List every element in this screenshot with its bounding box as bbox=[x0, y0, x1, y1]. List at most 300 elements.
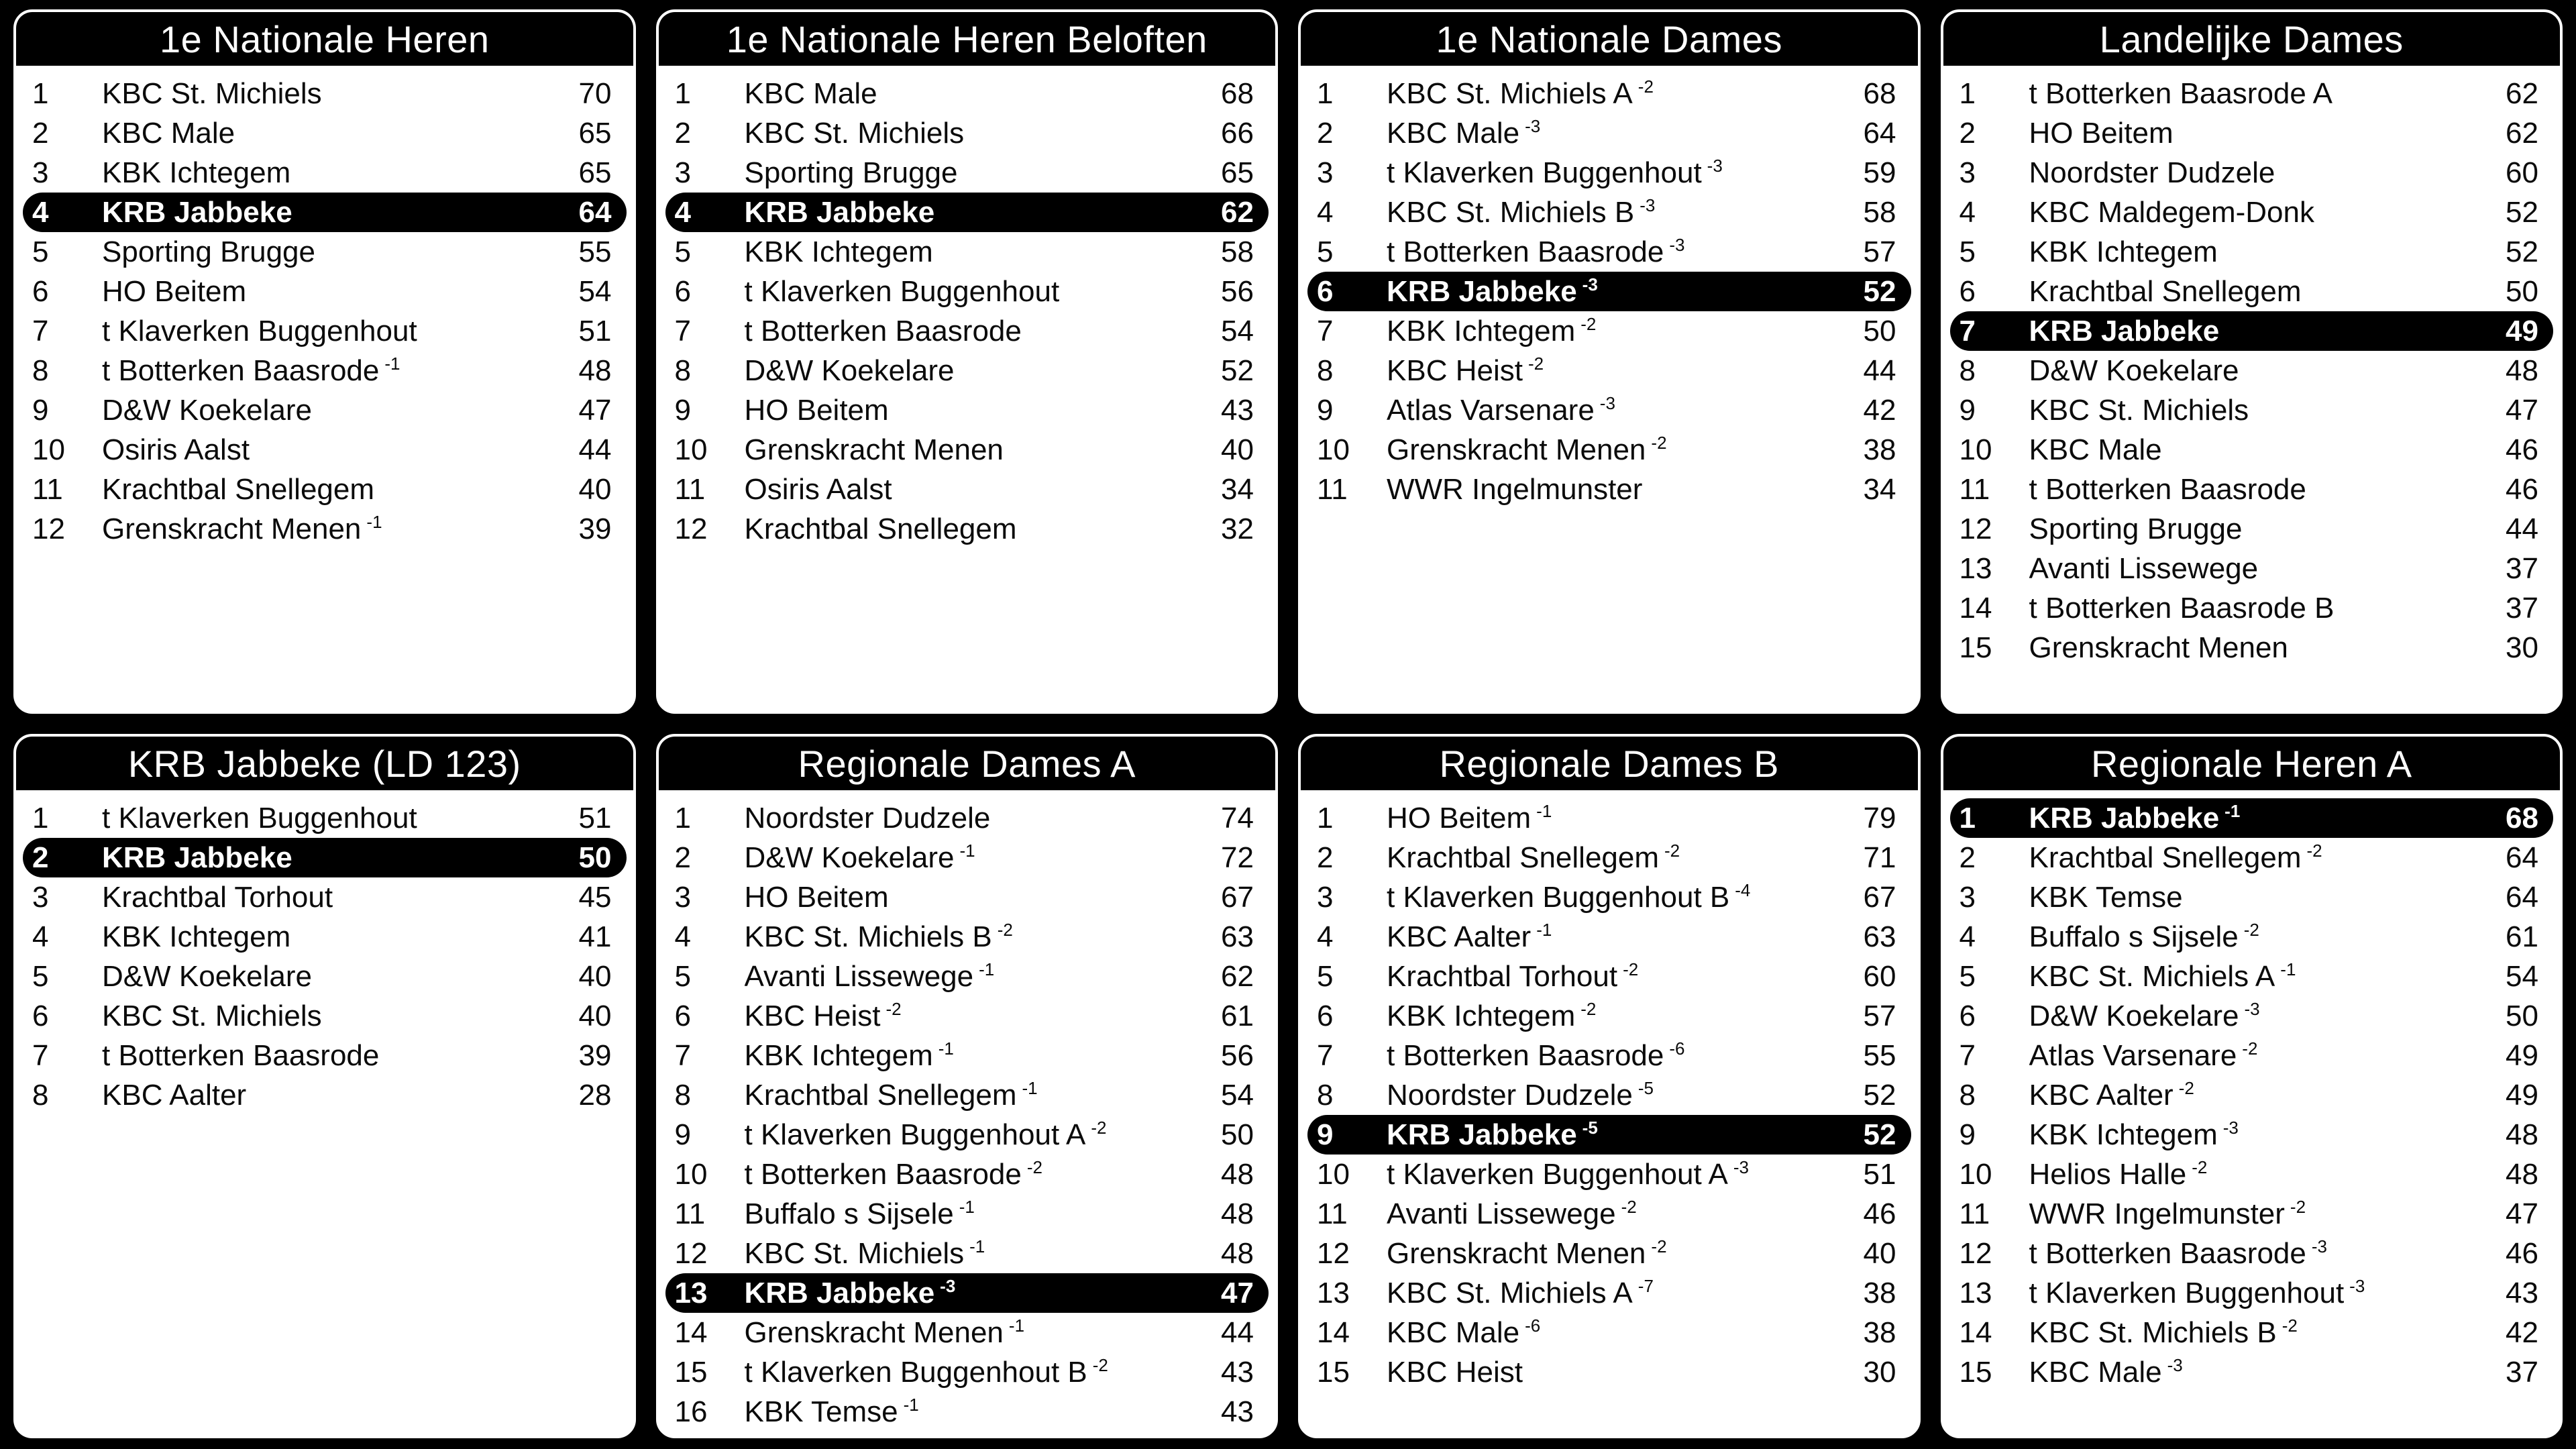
points-cell: 38 bbox=[1863, 1276, 1896, 1309]
team-cell bbox=[745, 960, 1206, 994]
table-row bbox=[665, 1036, 1269, 1075]
team-name: D&W Koekelare bbox=[2029, 354, 2239, 387]
rank-cell: 6 bbox=[32, 999, 49, 1032]
table-row bbox=[665, 1075, 1269, 1115]
rank-cell: 6 bbox=[32, 274, 49, 308]
table-row bbox=[1307, 1234, 1911, 1273]
points-cell: 44 bbox=[1221, 1316, 1254, 1349]
table-row bbox=[1307, 917, 1911, 957]
team-cell bbox=[102, 1039, 564, 1073]
points-cell: 38 bbox=[1863, 433, 1896, 466]
handicap-superscript: -1 bbox=[1008, 1316, 1025, 1336]
table-row bbox=[1307, 430, 1911, 470]
team-cell bbox=[2029, 235, 2491, 269]
points-cell: 62 bbox=[2506, 116, 2538, 150]
standings-card bbox=[656, 9, 1279, 714]
team-cell bbox=[1387, 920, 1848, 954]
standings-card bbox=[13, 734, 636, 1438]
handicap-superscript: -1 bbox=[1022, 1078, 1038, 1098]
points-cell: 59 bbox=[1863, 156, 1896, 189]
rank-cell: 13 bbox=[1959, 1276, 1992, 1309]
team-cell bbox=[2029, 592, 2491, 625]
points-cell: 47 bbox=[578, 393, 612, 427]
points-cell: 47 bbox=[1221, 1276, 1254, 1309]
table-row bbox=[1307, 272, 1911, 311]
standings-card bbox=[1298, 734, 1921, 1438]
table-row bbox=[1307, 193, 1911, 232]
team-cell bbox=[1387, 1316, 1848, 1350]
team-cell bbox=[1387, 1237, 1848, 1271]
rank-cell: 11 bbox=[1959, 472, 1990, 506]
table-row bbox=[1950, 272, 2554, 311]
standings-card bbox=[1941, 734, 2563, 1438]
handicap-superscript: -3 bbox=[2222, 1118, 2239, 1138]
rank-cell: 7 bbox=[1317, 1038, 1334, 1072]
rank-cell: 1 bbox=[1959, 76, 1976, 110]
table-row bbox=[23, 917, 627, 957]
team-name: KBC St. Michiels A bbox=[2029, 959, 2275, 993]
points-cell: 47 bbox=[2506, 393, 2538, 427]
team-name: HO Beitem bbox=[102, 274, 247, 308]
points-cell: 63 bbox=[1221, 920, 1254, 953]
team-name: KBC St. Michiels bbox=[2029, 393, 2249, 427]
handicap-superscript: -1 bbox=[969, 1236, 985, 1256]
handicap-superscript: -2 bbox=[1664, 841, 1680, 861]
team-name: t Klaverken Buggenhout bbox=[744, 274, 1060, 308]
team-cell bbox=[745, 881, 1206, 914]
team-name: Sporting Brugge bbox=[744, 156, 958, 189]
rank-cell: 13 bbox=[1317, 1276, 1350, 1309]
table-row bbox=[1307, 1115, 1911, 1155]
team-cell bbox=[1387, 1039, 1848, 1073]
rank-cell: 1 bbox=[1317, 76, 1334, 110]
team-name: KBC St. Michiels A bbox=[1387, 1276, 1633, 1309]
points-cell: 65 bbox=[578, 116, 612, 150]
points-cell: 50 bbox=[578, 841, 612, 874]
team-name: t Klaverken Buggenhout B bbox=[1387, 880, 1730, 914]
handicap-superscript: -1 bbox=[938, 1038, 954, 1059]
rank-cell: 6 bbox=[674, 274, 691, 308]
points-cell: 52 bbox=[1863, 1118, 1896, 1151]
team-name: t Botterken Baasrode bbox=[1387, 1038, 1664, 1072]
team-cell bbox=[2029, 1277, 2491, 1310]
rank-cell: 11 bbox=[1959, 1197, 1990, 1230]
table-row bbox=[665, 351, 1269, 390]
team-name: Grenskracht Menen bbox=[2029, 631, 2288, 664]
team-name: KBK Ichtegem bbox=[102, 920, 291, 953]
table-row bbox=[1307, 390, 1911, 430]
team-cell bbox=[745, 802, 1206, 835]
rank-cell: 5 bbox=[32, 235, 49, 268]
rank-cell: 7 bbox=[1959, 1038, 1976, 1072]
team-name: HO Beitem bbox=[744, 393, 889, 427]
team-name: KRB Jabbeke bbox=[1387, 274, 1577, 308]
handicap-superscript: -1 bbox=[903, 1395, 919, 1415]
team-cell bbox=[745, 841, 1206, 875]
handicap-superscript: -3 bbox=[2349, 1276, 2365, 1296]
table-row bbox=[1307, 74, 1911, 113]
table-row bbox=[23, 509, 627, 549]
table-row bbox=[23, 798, 627, 838]
points-cell: 64 bbox=[578, 195, 612, 229]
points-cell: 51 bbox=[578, 801, 612, 835]
table-row bbox=[1950, 1352, 2554, 1392]
rank-cell: 15 bbox=[1959, 631, 1992, 664]
points-cell: 58 bbox=[1221, 235, 1254, 268]
points-cell: 55 bbox=[1863, 1038, 1896, 1072]
handicap-superscript: -2 bbox=[1651, 1236, 1667, 1256]
table-row bbox=[23, 113, 627, 153]
handicap-superscript: -4 bbox=[1735, 880, 1751, 900]
table-row bbox=[665, 232, 1269, 272]
handicap-superscript: -5 bbox=[1582, 1118, 1598, 1138]
table-row bbox=[665, 153, 1269, 193]
team-name: t Klaverken Buggenhout bbox=[102, 801, 417, 835]
points-cell: 43 bbox=[2506, 1276, 2538, 1309]
handicap-superscript: -3 bbox=[1669, 235, 1685, 255]
table-body bbox=[659, 66, 1276, 711]
table-row bbox=[665, 877, 1269, 917]
points-cell: 79 bbox=[1863, 801, 1896, 835]
rank-cell: 4 bbox=[1317, 195, 1334, 229]
team-name: KRB Jabbeke bbox=[2029, 801, 2220, 835]
points-cell: 40 bbox=[578, 999, 612, 1032]
rank-cell: 5 bbox=[32, 959, 49, 993]
points-cell: 52 bbox=[1221, 354, 1254, 387]
team-name: Krachtbal Snellegem bbox=[744, 1078, 1017, 1112]
team-cell bbox=[2029, 117, 2491, 150]
table-row bbox=[1307, 311, 1911, 351]
points-cell: 48 bbox=[1221, 1157, 1254, 1191]
team-cell bbox=[102, 196, 564, 229]
table-row bbox=[1950, 1075, 2554, 1115]
points-cell: 49 bbox=[2506, 1038, 2538, 1072]
team-name: KBC Aalter bbox=[102, 1078, 247, 1112]
points-cell: 34 bbox=[1221, 472, 1254, 506]
team-cell bbox=[2029, 1118, 2491, 1152]
rank-cell: 6 bbox=[1959, 274, 1976, 308]
rank-cell: 8 bbox=[1317, 1078, 1334, 1112]
table-row bbox=[1307, 470, 1911, 509]
table-row bbox=[1950, 1194, 2554, 1234]
points-cell: 64 bbox=[2506, 880, 2538, 914]
table-row bbox=[23, 153, 627, 193]
team-name: KBK Ichtegem bbox=[1387, 314, 1576, 347]
team-cell bbox=[745, 1237, 1206, 1271]
table-row bbox=[23, 232, 627, 272]
table-row bbox=[23, 1036, 627, 1075]
rank-cell: 9 bbox=[1317, 393, 1334, 427]
points-cell: 67 bbox=[1221, 880, 1254, 914]
team-name: Atlas Varsenare bbox=[1387, 393, 1595, 427]
handicap-superscript: -7 bbox=[1638, 1276, 1654, 1296]
team-cell bbox=[102, 1079, 564, 1112]
points-cell: 48 bbox=[578, 354, 612, 387]
table-row bbox=[1950, 996, 2554, 1036]
team-name: KBC St. Michiels B bbox=[2029, 1316, 2277, 1349]
team-cell bbox=[1387, 802, 1848, 835]
team-name: Krachtbal Snellegem bbox=[1387, 841, 1660, 874]
team-name: Avanti Lissewege bbox=[2029, 551, 2259, 585]
table-row bbox=[1307, 153, 1911, 193]
team-cell bbox=[745, 513, 1206, 546]
handicap-superscript: -5 bbox=[1638, 1078, 1654, 1098]
team-name: Noordster Dudzele bbox=[2029, 156, 2275, 189]
rank-cell: 2 bbox=[674, 116, 691, 150]
rank-cell: 3 bbox=[1317, 880, 1334, 914]
rank-cell: 1 bbox=[1959, 801, 1976, 835]
table-body bbox=[1943, 66, 2561, 711]
rank-cell: 3 bbox=[32, 880, 49, 914]
points-cell: 38 bbox=[1863, 1316, 1896, 1349]
table-row bbox=[665, 430, 1269, 470]
team-name: Avanti Lissewege bbox=[744, 959, 974, 993]
team-cell bbox=[2029, 433, 2491, 467]
points-cell: 40 bbox=[1221, 433, 1254, 466]
points-cell: 40 bbox=[578, 472, 612, 506]
rank-cell: 1 bbox=[32, 76, 49, 110]
team-cell bbox=[1387, 275, 1848, 309]
team-cell bbox=[102, 315, 564, 348]
rank-cell: 5 bbox=[674, 235, 691, 268]
team-name: t Botterken Baasrode bbox=[102, 354, 380, 387]
team-cell bbox=[2029, 394, 2491, 427]
table-row bbox=[1950, 798, 2554, 838]
handicap-superscript: -2 bbox=[997, 920, 1013, 940]
team-cell bbox=[2029, 473, 2491, 506]
team-name: KRB Jabbeke bbox=[102, 841, 292, 874]
table-row bbox=[665, 470, 1269, 509]
team-cell bbox=[2029, 920, 2491, 954]
points-cell: 51 bbox=[578, 314, 612, 347]
team-name: Noordster Dudzele bbox=[1387, 1078, 1633, 1112]
rank-cell: 8 bbox=[32, 354, 49, 387]
table-row bbox=[1950, 390, 2554, 430]
team-name: KBC St. Michiels B bbox=[1387, 195, 1635, 229]
points-cell: 64 bbox=[2506, 841, 2538, 874]
team-name: KRB Jabbeke bbox=[744, 195, 935, 229]
team-name: t Klaverken Buggenhout bbox=[1387, 156, 1702, 189]
handicap-superscript: -1 bbox=[366, 512, 382, 532]
rank-cell: 9 bbox=[674, 393, 691, 427]
handicap-superscript: -1 bbox=[2224, 801, 2241, 821]
table-row bbox=[23, 996, 627, 1036]
rank-cell: 14 bbox=[1317, 1316, 1350, 1349]
handicap-superscript: -3 bbox=[2167, 1355, 2183, 1375]
points-cell: 45 bbox=[578, 880, 612, 914]
points-cell: 40 bbox=[1863, 1236, 1896, 1270]
team-cell bbox=[102, 117, 564, 150]
table-row bbox=[1950, 430, 2554, 470]
team-cell bbox=[2029, 315, 2491, 348]
handicap-superscript: -2 bbox=[885, 999, 902, 1019]
rank-cell: 7 bbox=[674, 314, 691, 347]
team-name: Grenskracht Menen bbox=[744, 433, 1004, 466]
table-row bbox=[23, 470, 627, 509]
team-name: KBK Ichtegem bbox=[2029, 1118, 2218, 1151]
points-cell: 74 bbox=[1221, 801, 1254, 835]
team-name: KBC St. Michiels B bbox=[744, 920, 992, 953]
team-cell bbox=[2029, 1000, 2491, 1033]
points-cell: 41 bbox=[578, 920, 612, 953]
team-name: D&W Koekelare bbox=[102, 393, 313, 427]
team-cell bbox=[102, 275, 564, 309]
rank-cell: 6 bbox=[1317, 999, 1334, 1032]
points-cell: 62 bbox=[2506, 76, 2538, 110]
team-name: t Klaverken Buggenhout bbox=[102, 314, 417, 347]
rank-cell: 13 bbox=[1959, 551, 1992, 585]
team-name: KRB Jabbeke bbox=[744, 1276, 935, 1309]
team-name: Sporting Brugge bbox=[2029, 512, 2243, 545]
rank-cell: 3 bbox=[674, 880, 691, 914]
team-name: HO Beitem bbox=[744, 880, 889, 914]
team-cell bbox=[745, 315, 1206, 348]
table-row bbox=[23, 877, 627, 917]
table-row bbox=[665, 1273, 1269, 1313]
rank-cell: 14 bbox=[1959, 1316, 1992, 1349]
rank-cell: 4 bbox=[32, 920, 49, 953]
handicap-superscript: -2 bbox=[1621, 1197, 1637, 1217]
handicap-superscript: -1 bbox=[959, 1197, 975, 1217]
team-cell bbox=[745, 1000, 1206, 1033]
table-row bbox=[1950, 113, 2554, 153]
points-cell: 48 bbox=[2506, 1157, 2538, 1191]
rank-cell: 12 bbox=[1317, 1236, 1350, 1270]
rank-cell: 12 bbox=[1959, 1236, 1992, 1270]
rank-cell: 8 bbox=[674, 1078, 691, 1112]
points-cell: 49 bbox=[2506, 314, 2538, 347]
standings-card bbox=[13, 9, 636, 714]
table-row bbox=[1950, 957, 2554, 996]
team-name: KBC Male bbox=[102, 116, 235, 150]
team-cell bbox=[1387, 1197, 1848, 1231]
table-row bbox=[665, 1392, 1269, 1432]
team-cell bbox=[1387, 117, 1848, 150]
rank-cell: 12 bbox=[674, 512, 708, 545]
team-name: D&W Koekelare bbox=[2029, 999, 2239, 1032]
team-cell bbox=[1387, 77, 1848, 111]
points-cell: 55 bbox=[578, 235, 612, 268]
team-name: t Botterken Baasrode bbox=[2029, 472, 2306, 506]
team-cell bbox=[102, 77, 564, 111]
rank-cell: 5 bbox=[1959, 235, 1976, 268]
rank-cell: 1 bbox=[674, 801, 691, 835]
points-cell: 68 bbox=[1221, 76, 1254, 110]
table-title: Landelijke Dames bbox=[1943, 12, 2561, 66]
table-row bbox=[23, 193, 627, 232]
points-cell: 61 bbox=[1221, 999, 1254, 1032]
rank-cell: 5 bbox=[1959, 959, 1976, 993]
handicap-superscript: -2 bbox=[1580, 999, 1597, 1019]
team-name: D&W Koekelare bbox=[102, 959, 313, 993]
rank-cell: 9 bbox=[674, 1118, 691, 1151]
points-cell: 48 bbox=[1221, 1197, 1254, 1230]
table-row bbox=[665, 390, 1269, 430]
team-name: HO Beitem bbox=[1387, 801, 1532, 835]
table-row bbox=[1307, 877, 1911, 917]
team-cell bbox=[1387, 394, 1848, 427]
points-cell: 47 bbox=[2506, 1197, 2538, 1230]
team-cell bbox=[745, 235, 1206, 269]
points-cell: 39 bbox=[578, 1038, 612, 1072]
points-cell: 34 bbox=[1863, 472, 1896, 506]
rank-cell: 12 bbox=[32, 512, 65, 545]
rank-cell: 10 bbox=[1959, 1157, 1992, 1191]
rank-cell: 2 bbox=[1317, 841, 1334, 874]
handicap-superscript: -1 bbox=[1536, 801, 1552, 821]
team-cell bbox=[1387, 881, 1848, 914]
table-row bbox=[23, 430, 627, 470]
rank-cell: 15 bbox=[1959, 1355, 1992, 1389]
team-name: Noordster Dudzele bbox=[744, 801, 991, 835]
rank-cell: 9 bbox=[1959, 1118, 1976, 1151]
team-cell bbox=[102, 354, 564, 388]
team-cell bbox=[1387, 235, 1848, 269]
points-cell: 61 bbox=[2506, 920, 2538, 953]
rank-cell: 1 bbox=[32, 801, 49, 835]
table-title: KRB Jabbeke (LD 123) bbox=[16, 737, 633, 790]
points-cell: 67 bbox=[1863, 880, 1896, 914]
points-cell: 54 bbox=[2506, 959, 2538, 993]
rank-cell: 10 bbox=[674, 433, 708, 466]
team-cell bbox=[745, 1197, 1206, 1231]
points-cell: 52 bbox=[2506, 235, 2538, 268]
rank-cell: 8 bbox=[1959, 1078, 1976, 1112]
points-cell: 28 bbox=[578, 1078, 612, 1112]
team-cell bbox=[2029, 1316, 2491, 1350]
rank-cell: 4 bbox=[1959, 920, 1976, 953]
rank-cell: 11 bbox=[1317, 472, 1348, 506]
table-row bbox=[665, 509, 1269, 549]
team-name: KBC Male bbox=[744, 76, 877, 110]
team-cell bbox=[1387, 841, 1848, 875]
table-row bbox=[23, 351, 627, 390]
table-row bbox=[1307, 957, 1911, 996]
table-row bbox=[1307, 1313, 1911, 1352]
table-row bbox=[23, 272, 627, 311]
team-name: D&W Koekelare bbox=[744, 354, 955, 387]
points-cell: 43 bbox=[1221, 1395, 1254, 1428]
handicap-superscript: -3 bbox=[2311, 1236, 2327, 1256]
points-cell: 44 bbox=[2506, 512, 2538, 545]
rank-cell: 11 bbox=[674, 472, 706, 506]
handicap-superscript: -1 bbox=[959, 841, 975, 861]
handicap-superscript: -2 bbox=[1651, 433, 1667, 453]
handicap-superscript: -2 bbox=[1527, 354, 1544, 374]
team-cell bbox=[102, 920, 564, 954]
points-cell: 42 bbox=[2506, 1316, 2538, 1349]
team-name: KBC St. Michiels A bbox=[1387, 76, 1633, 110]
points-cell: 56 bbox=[1221, 1038, 1254, 1072]
table-row bbox=[1950, 470, 2554, 509]
team-cell bbox=[745, 1118, 1206, 1152]
rank-cell: 7 bbox=[32, 314, 49, 347]
team-name: KBC St. Michiels bbox=[102, 999, 322, 1032]
table-row bbox=[665, 838, 1269, 877]
rank-cell: 11 bbox=[32, 472, 63, 506]
team-name: KBK Ichtegem bbox=[102, 156, 291, 189]
rank-cell: 15 bbox=[1317, 1355, 1350, 1389]
team-cell bbox=[2029, 1079, 2491, 1112]
table-row bbox=[665, 798, 1269, 838]
points-cell: 46 bbox=[1863, 1197, 1896, 1230]
points-cell: 64 bbox=[1863, 116, 1896, 150]
handicap-superscript: -2 bbox=[2306, 841, 2322, 861]
team-cell bbox=[745, 920, 1206, 954]
rank-cell: 2 bbox=[1959, 841, 1976, 874]
table-row bbox=[23, 390, 627, 430]
team-cell bbox=[2029, 841, 2491, 875]
